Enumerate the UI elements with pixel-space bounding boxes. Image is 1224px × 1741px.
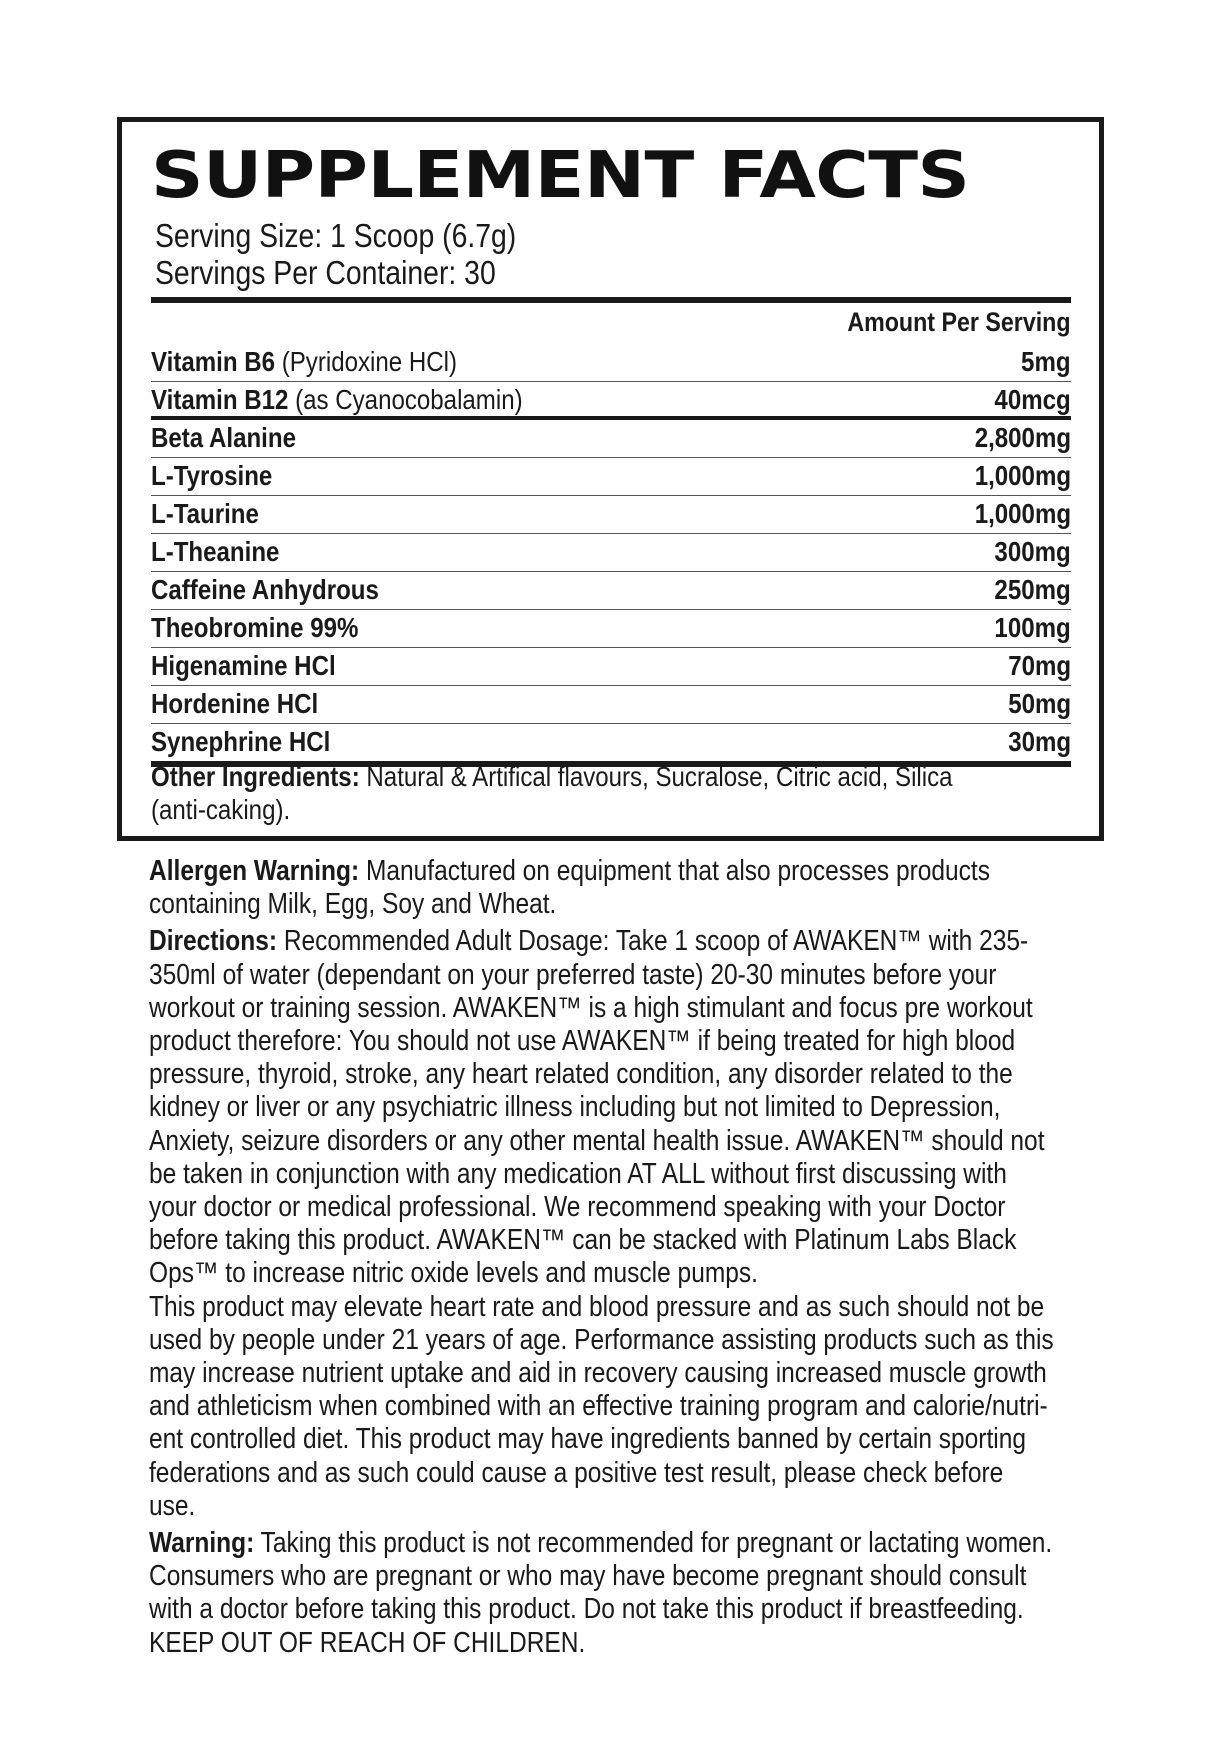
ingredient-amount: 2,800mg [974,422,1071,453]
label-notes [149,855,1055,1664]
ingredient-row [151,496,1071,534]
ingredient-amount: 1,000mg [974,498,1071,529]
supplement-facts-panel [117,117,1104,841]
ingredient-amount: 100mg [994,612,1071,643]
servings-per-container: Servings Per Container: 30 [155,254,496,291]
other-ingredients-text: Natural & Artifical flavours, Sucralose, Citric acid, Silica (anti-caking). [151,761,953,825]
directions [149,925,1055,1290]
ingredient-row [151,458,1071,496]
panel-title: SUPPLEMENT FACTS [151,139,970,213]
other-ingredients-label: Other Ingredients: [151,761,360,792]
pregnancy-warning [149,1527,1055,1660]
ingredient-amount: 50mg [1008,688,1071,719]
ingredient-row [151,344,1071,382]
ingredient-name: Higenamine HCl [151,650,336,681]
serving-size: Serving Size: 1 Scoop (6.7g) [155,217,517,254]
ingredient-amount: 40mcg [994,384,1071,415]
ingredient-amount: 5mg [1021,346,1071,377]
ingredient-row [151,572,1071,610]
ingredient-name: Synephrine HCl [151,726,331,757]
ingredient-detail: (as Cyanocobalamin) [288,384,523,415]
ingredient-name: Vitamin B6 [151,346,276,377]
ingredient-amount: 250mg [994,574,1071,605]
directions-label: Directions: [149,925,278,958]
serving-info [155,217,516,291]
ingredient-name: Beta Alanine [151,422,296,453]
ingredient-detail: (Pyridoxine HCl) [275,346,457,377]
other-ingredients [151,760,1011,826]
stimulant-notice: This product may elevate heart rate and blood pressure and as such should not be used by people under 21 years of age. Performance assisting products such as this may increase nutrient uptake and aid in recovery causing increased muscle growth and athleticism when combined with an effective training program and calorie/nutri-ent controlled diet. This product may have ingredients banned by certain sporting federations and as such could cause a positive test result, please check before use. [149,1290,1054,1522]
ingredient-name: Theobromine 99% [151,612,359,643]
amount-per-serving-header: Amount Per Serving [847,307,1071,337]
header-rule [151,297,1071,303]
allergen-warning [149,855,1055,921]
allergen-label: Allergen Warning: [149,855,360,887]
ingredient-row [151,382,1071,420]
warning-text: Taking this product is not recommended for pregnant or lactating women. Consumers who are pregnant or who may have become pregnant should consult with a doctor before taking this product. Do not take this product if breastfeeding. KEEP OUT OF REACH OF CHILDREN. [149,1527,1053,1659]
ingredient-name: L-Tyrosine [151,460,273,491]
ingredient-name: L-Taurine [151,498,259,529]
ingredient-name: Hordenine HCl [151,688,319,719]
ingredient-row [151,648,1071,686]
ingredient-row [151,686,1071,724]
directions-text: Recommended Adult Dosage: Take 1 scoop of AWAKEN™ with 235-350ml of water (dependant on your preferred taste) 20-30 minutes before your workout or training session. AWAKEN™ is a high stimulant and focus pre workout product therefore: You should not use AWAKEN™ if being treated for high blood pressure, thyroid, stroke, any heart related condition, any disorder related to the kidney or liver or any psychiatric illness including but not limited to Depression, Anxiety, seizure disorders or any other mental health issue. AWAKEN™ should not be taken in conjunction with any medication AT ALL without first discussing with your doctor or medical professional. We recommend speaking with your Doctor before taking this product. AWAKEN™ can be stacked with Platinum Labs Black Ops™ to increase nitric oxide levels and muscle pumps. [149,925,1045,1290]
ingredient-name: Caffeine Anhydrous [151,574,379,605]
ingredient-table [151,344,1071,767]
ingredient-row [151,534,1071,572]
warning-label: Warning: [149,1527,255,1560]
ingredient-name: L-Theanine [151,536,280,567]
allergen-text: Manufactured on equipment that also processes products containing Milk, Egg, Soy and Wheat. [149,855,990,921]
ingredient-row [151,420,1071,458]
ingredient-name: Vitamin B12 [151,384,289,415]
ingredient-amount: 1,000mg [974,460,1071,491]
ingredient-amount: 300mg [994,536,1071,567]
ingredient-amount: 70mg [1008,650,1071,681]
ingredient-amount: 30mg [1008,726,1071,757]
ingredient-row [151,610,1071,648]
